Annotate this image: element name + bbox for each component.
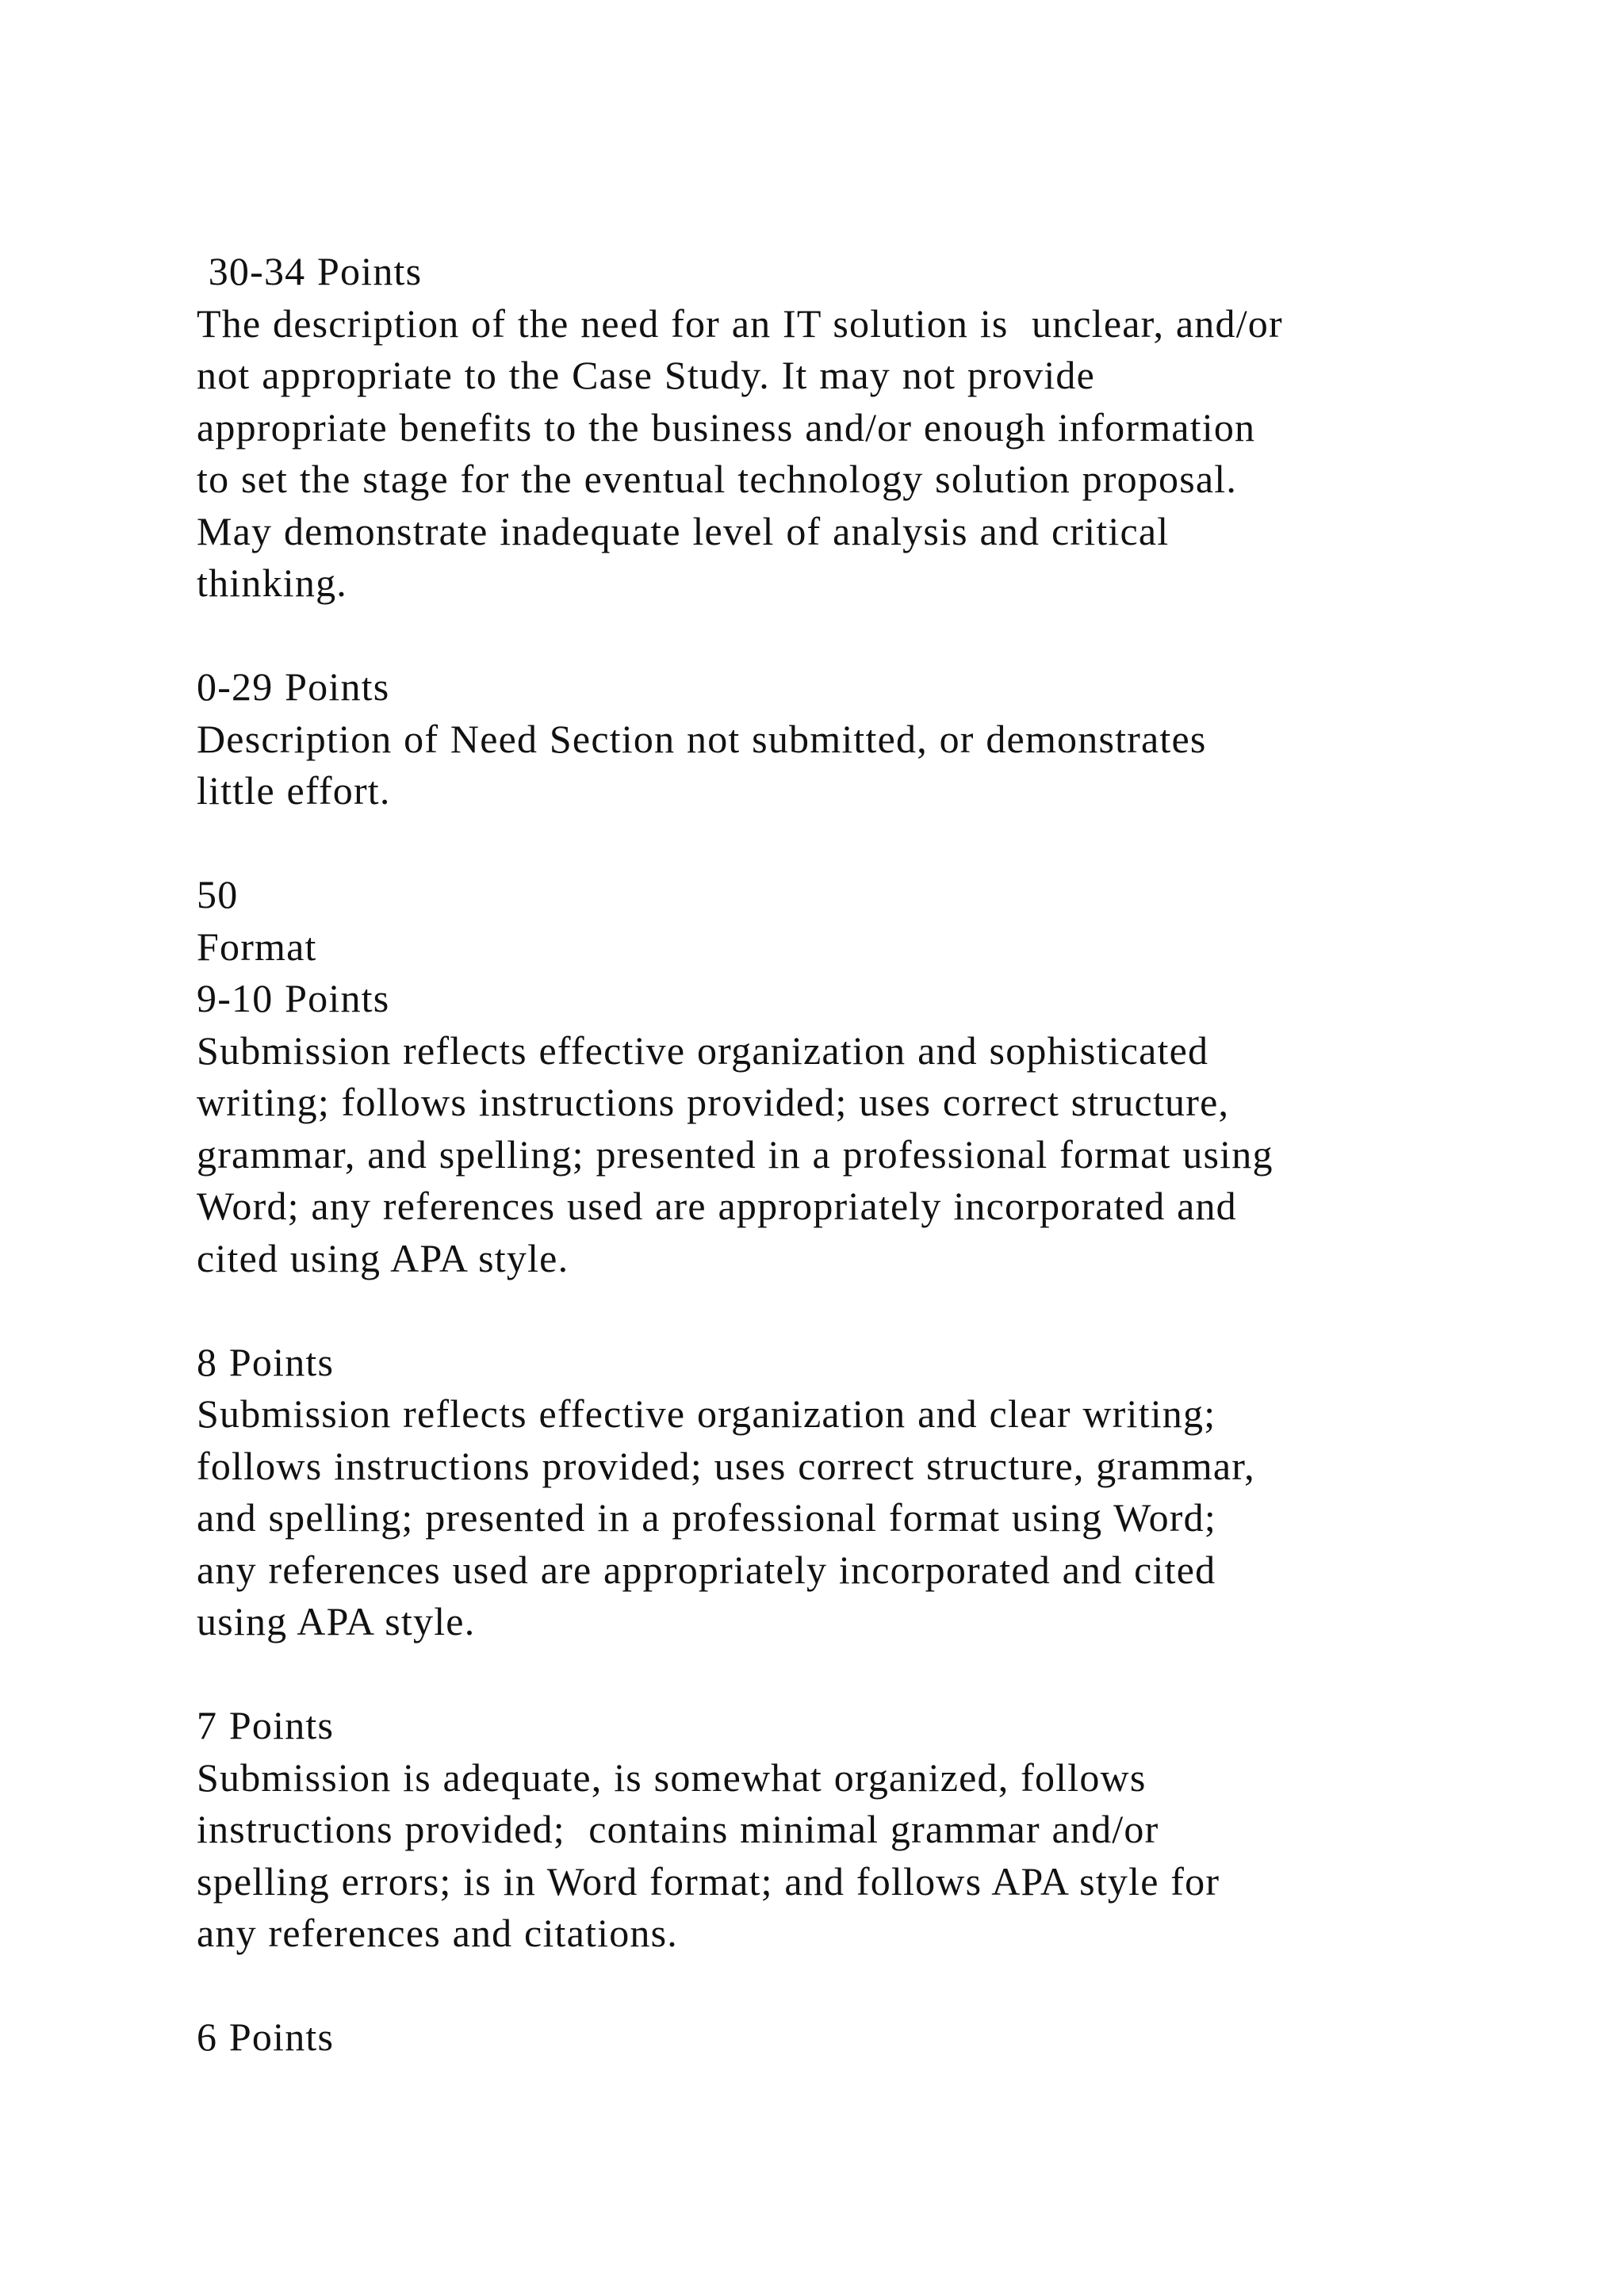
rubric-text-line: appropriate benefits to the business and/or enough information: [197, 404, 1256, 450]
rubric-text-line: spelling errors; is in Word format; and follows APA style for: [197, 1858, 1220, 1904]
rubric-text-line: May demonstrate inadequate level of analysis and critical: [197, 508, 1170, 553]
rubric-criterion-title: Format: [197, 924, 317, 969]
rubric-text-line: thinking.: [197, 561, 347, 605]
rubric-total-points: 50: [197, 872, 239, 916]
rubric-text-line: any references used are appropriately incorporated and cited: [197, 1547, 1216, 1592]
paragraph-gap: [197, 817, 1545, 870]
paragraph-gap: [197, 1648, 1545, 1701]
rubric-score-heading: 0-29 Points: [197, 664, 390, 709]
rubric-text-line: writing; follows instructions provided; uses correct structure,: [197, 1080, 1230, 1124]
paragraph-gap: [197, 610, 1545, 662]
rubric-score-heading: 6 Points: [197, 2015, 335, 2059]
rubric-text-line: little effort.: [197, 768, 391, 813]
rubric-text-line: Submission reflects effective organization and clear writing;: [197, 1391, 1216, 1436]
rubric-text-line: and spelling; presented in a professional format using Word;: [197, 1495, 1216, 1540]
rubric-text-line: Word; any references used are appropriately incorporated and: [197, 1184, 1237, 1228]
rubric-text-line: The description of the need for an IT solution is unclear, and/or: [197, 300, 1283, 346]
rubric-score-heading: 30-34 Points: [197, 249, 423, 293]
rubric-text-line: Submission is adequate, is somewhat organized, follows: [197, 1755, 1147, 1800]
rubric-text-line: cited using APA style.: [197, 1235, 569, 1280]
rubric-text-line: Description of Need Section not submitted, or demonstrates: [197, 716, 1207, 761]
rubric-text-line: to set the stage for the eventual technology solution proposal.: [197, 457, 1238, 501]
rubric-score-heading: 8 Points: [197, 1339, 335, 1384]
rubric-text-line: using APA style.: [197, 1599, 476, 1644]
document-body: [197, 246, 1545, 2064]
rubric-score-heading: 7 Points: [197, 1703, 335, 1747]
rubric-text-line: instructions provided; contains minimal grammar and/or: [197, 1807, 1159, 1851]
paragraph-gap: [197, 1960, 1545, 2012]
rubric-text-line: not appropriate to the Case Study. It may not provide: [197, 353, 1096, 397]
rubric-score-heading: 9-10 Points: [197, 976, 390, 1020]
paragraph-gap: [197, 1284, 1545, 1337]
rubric-text-line: grammar, and spelling; presented in a professional format using: [197, 1131, 1274, 1177]
rubric-text-line: any references and citations.: [197, 1911, 678, 1955]
rubric-text-line: follows instructions provided; uses correct structure, grammar,: [197, 1443, 1255, 1488]
rubric-text-line: Submission reflects effective organization and sophisticated: [197, 1027, 1209, 1073]
